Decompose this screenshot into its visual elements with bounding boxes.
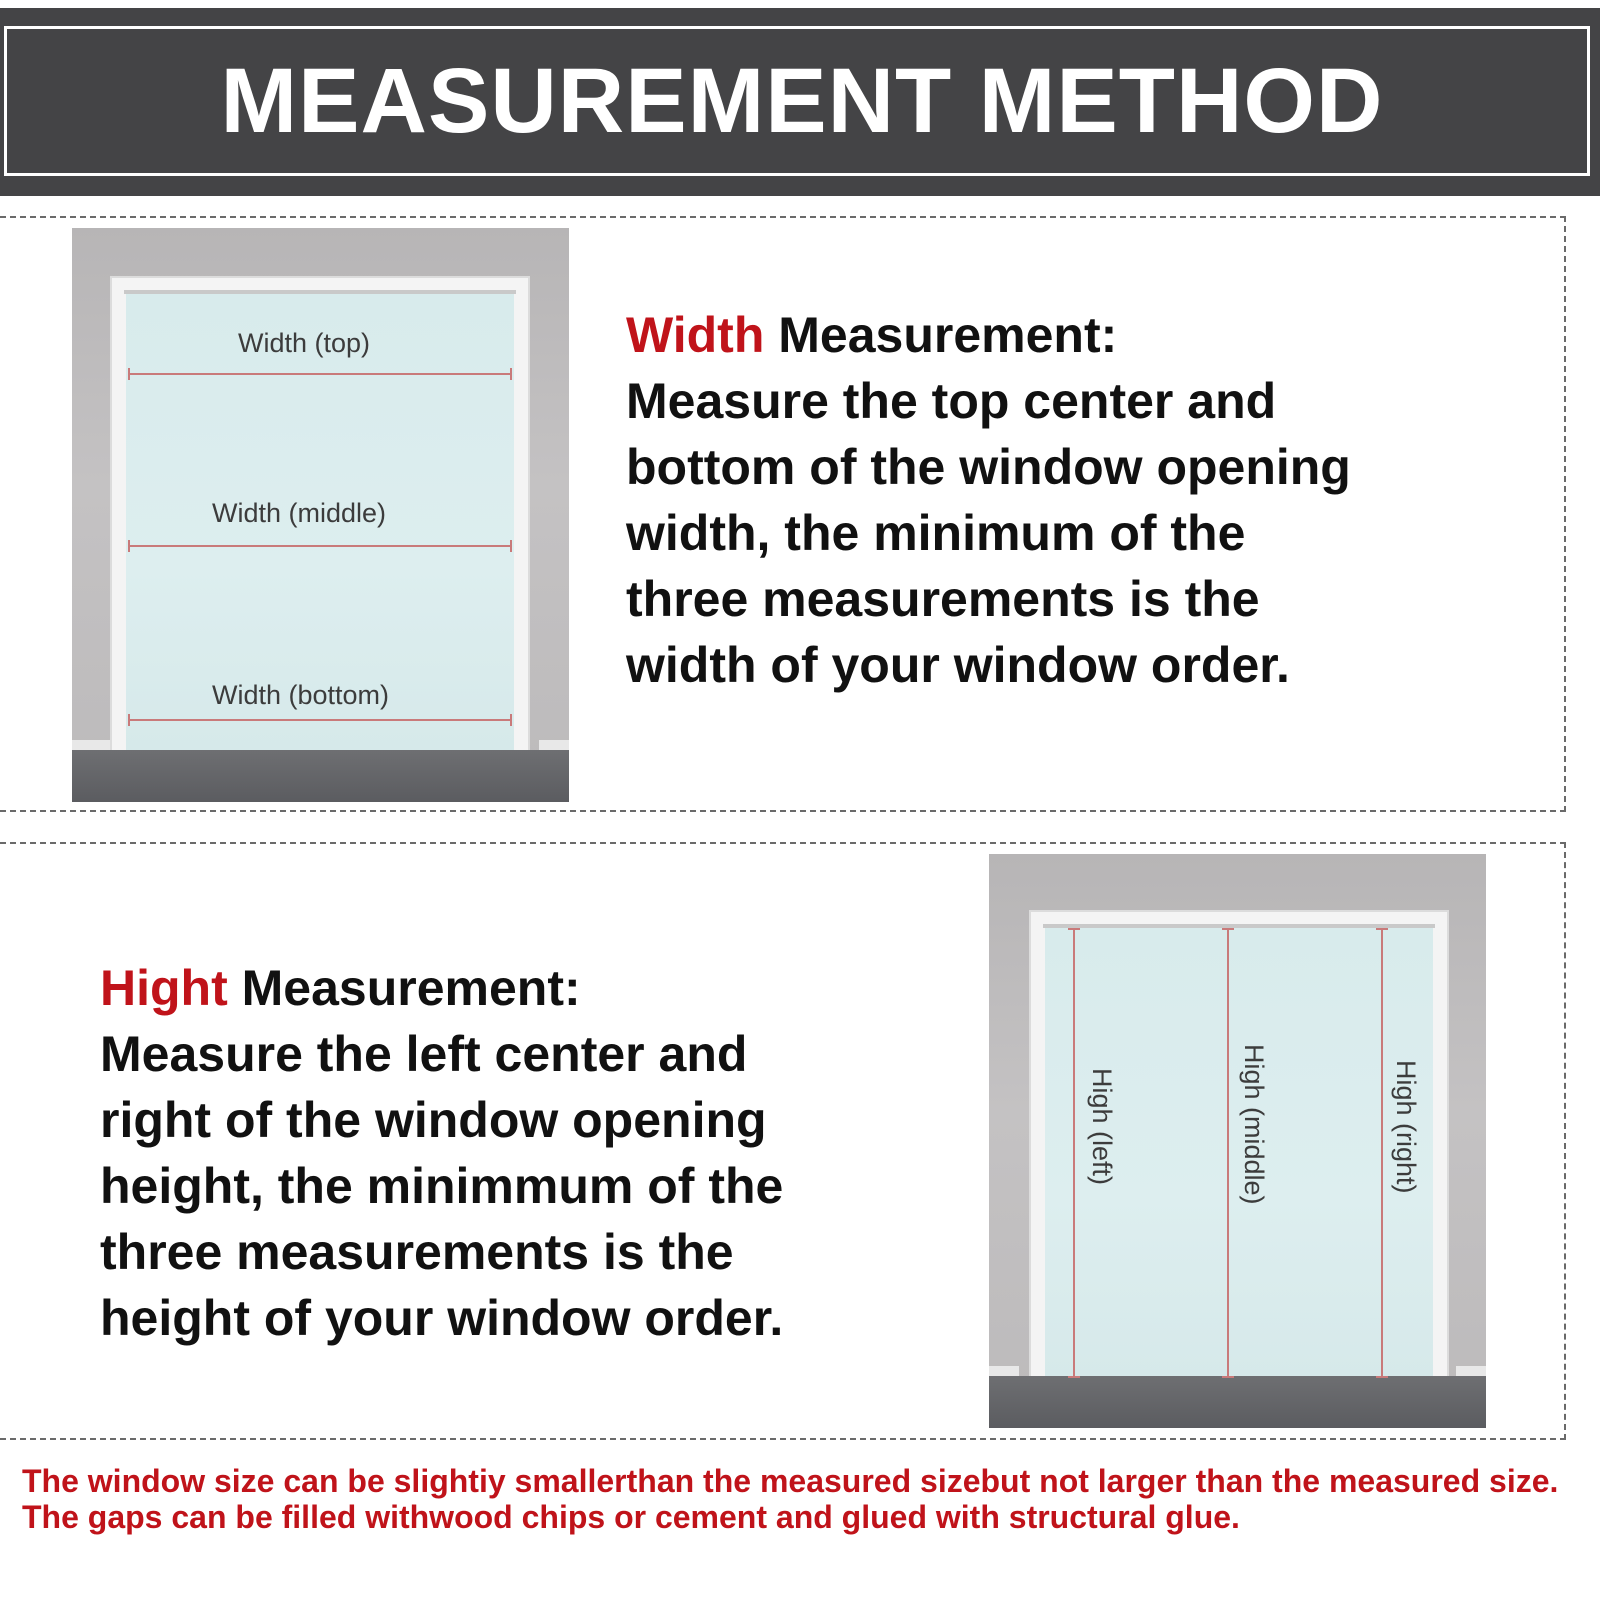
width-line-1: Measure the top center and	[626, 373, 1277, 429]
floor	[989, 1376, 1486, 1428]
width-line-5: width of your window order.	[626, 637, 1290, 693]
height-right-tick-bottom	[1376, 1376, 1388, 1378]
width-bottom-tick-right	[510, 714, 512, 726]
height-line-5: height of your window order.	[100, 1290, 784, 1346]
width-middle-tick-left	[128, 540, 130, 552]
skirting-board-left	[989, 1366, 1019, 1376]
width-top-tick-left	[128, 368, 130, 380]
width-top-line	[128, 373, 512, 375]
height-line-1: Measure the left center and	[100, 1026, 748, 1082]
height-left-tick-top	[1068, 928, 1080, 930]
height-right-line	[1381, 928, 1383, 1378]
height-middle-line	[1227, 928, 1229, 1378]
height-left-label: High (left)	[1087, 1068, 1117, 1186]
width-heading	[626, 302, 1351, 368]
width-instructions	[626, 302, 1351, 698]
floor	[72, 750, 569, 802]
height-middle-tick-top	[1222, 928, 1234, 930]
width-top-label: Width (top)	[238, 328, 371, 358]
width-line-3: width, the minimum of the	[626, 505, 1246, 561]
width-top-tick-right	[510, 368, 512, 380]
width-middle-line	[128, 545, 512, 547]
height-heading-accent: Hight	[100, 960, 228, 1016]
height-heading-rest: Measurement:	[227, 960, 581, 1016]
page-title: MEASUREMENT METHOD	[220, 49, 1384, 152]
width-heading-rest: Measurement:	[764, 307, 1118, 363]
skirting-board-right	[1456, 1366, 1486, 1376]
height-middle-label: High (middle)	[1239, 1044, 1269, 1205]
width-diagram	[72, 228, 569, 802]
width-line-4: three measurements is the	[626, 571, 1260, 627]
height-line-4: three measurements is the	[100, 1224, 734, 1280]
width-bottom-label: Width (bottom)	[212, 680, 390, 710]
height-instructions	[100, 955, 783, 1351]
height-heading	[100, 955, 783, 1021]
width-line-2: bottom of the window opening	[626, 439, 1351, 495]
header-frame	[4, 26, 1590, 176]
height-right-label: High (right)	[1391, 1060, 1421, 1194]
skirting-board-right	[539, 740, 569, 750]
width-bottom-tick-left	[128, 714, 130, 726]
width-middle-tick-right	[510, 540, 512, 552]
height-line-3: height, the minimmum of the	[100, 1158, 784, 1214]
header-banner	[0, 8, 1600, 196]
height-right-tick-top	[1376, 928, 1388, 930]
height-diagram	[989, 854, 1486, 1428]
height-left-tick-bottom	[1068, 1376, 1080, 1378]
footer-note: The window size can be slightiy smallerthan the measured sizebut not larger than the measured size. The gaps can be filled withwood chips or cement and glued with structural glue.	[22, 1463, 1559, 1535]
height-line-2: right of the window opening	[100, 1092, 767, 1148]
width-middle-label: Width (middle)	[212, 498, 387, 528]
width-heading-accent: Width	[626, 307, 765, 363]
height-left-line	[1073, 928, 1075, 1378]
width-bottom-line	[128, 719, 512, 721]
height-middle-tick-bottom	[1222, 1376, 1234, 1378]
